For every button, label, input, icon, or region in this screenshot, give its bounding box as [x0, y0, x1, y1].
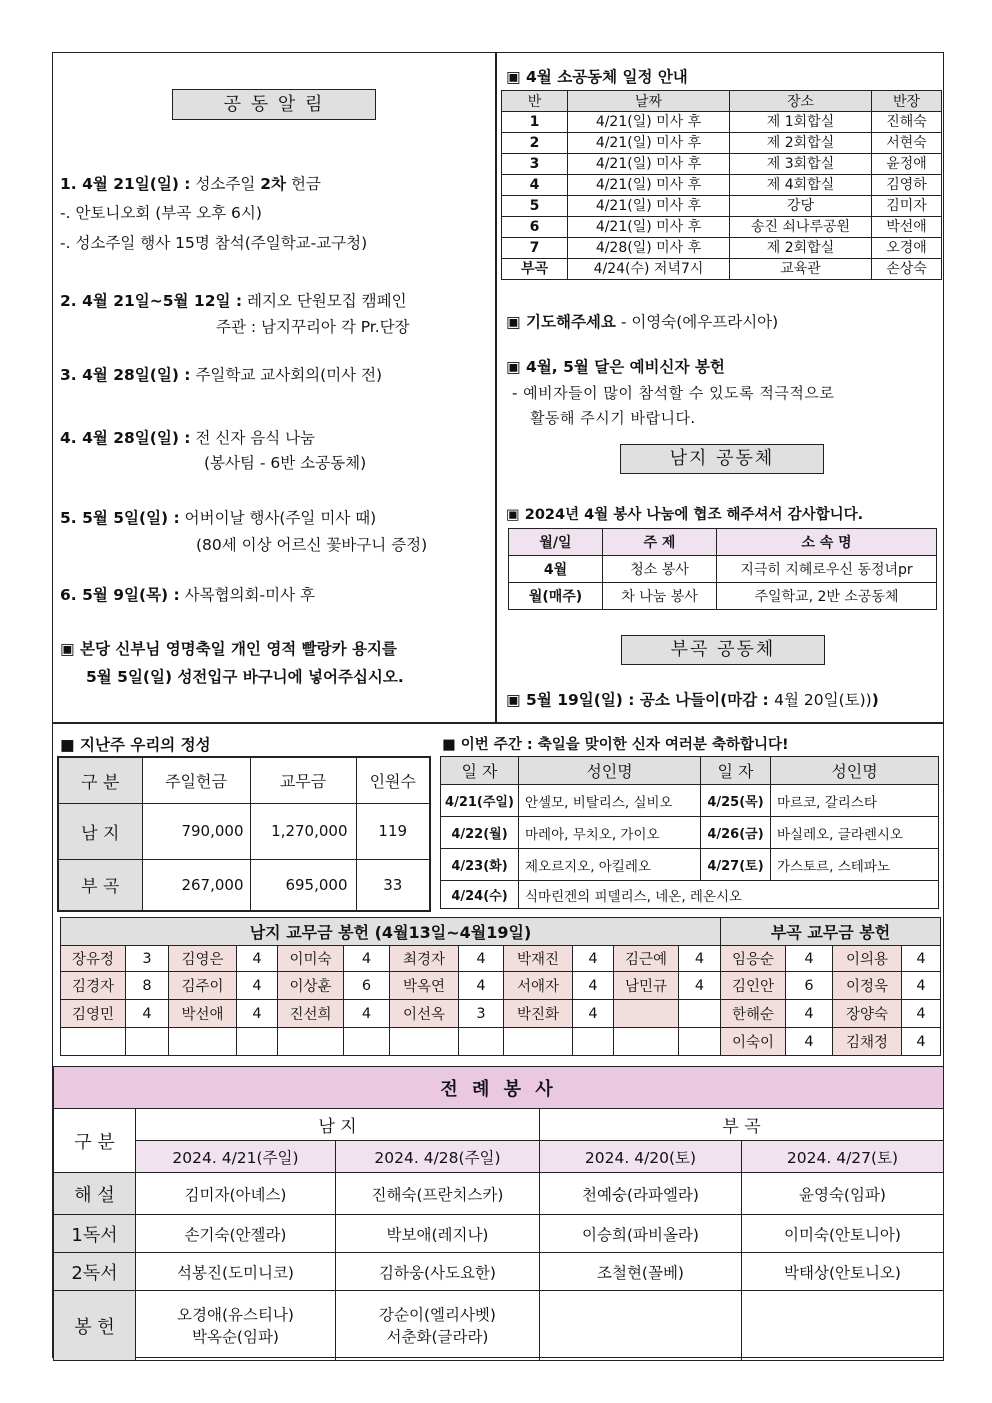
namji-service-table	[508, 528, 937, 610]
table-cell: 4	[573, 972, 614, 1000]
table-cell: 4/28(일) 미사 후	[568, 238, 730, 259]
table-cell: 송진 쇠나루공원	[730, 217, 872, 238]
prayer-request: ▣ 기도해주세요 - 이영숙(에우프라시아)	[506, 313, 779, 331]
table-cell: 남 지	[136, 1109, 540, 1141]
table-row	[61, 1028, 941, 1056]
table-cell	[742, 1291, 944, 1361]
notice-item-2: 2. 4월 21일~5월 12일 : 레지오 단원모집 캠페인	[60, 292, 407, 310]
table-cell: 4	[344, 1000, 390, 1028]
table-cell: 김영하	[872, 175, 942, 196]
table-cell: 교육관	[730, 259, 872, 280]
table-cell: 695,000	[250, 859, 356, 911]
catechumen-title: ▣ 4월, 5월 달은 예비신자 봉헌	[506, 358, 725, 376]
table-row	[441, 817, 939, 849]
table-cell: 4	[902, 946, 941, 972]
table-cell: 이미숙	[278, 946, 344, 972]
table-cell	[126, 1028, 169, 1056]
table-cell: 진선희	[278, 1000, 344, 1028]
table-cell	[169, 1028, 237, 1056]
table-cell: 남 지	[58, 803, 142, 859]
table-cell: 장유정	[61, 946, 126, 972]
table-cell: 4/21(일) 미사 후	[568, 217, 730, 238]
table-cell: 4	[237, 972, 278, 1000]
table-cell: 오경애(유스티나) 박옥순(임파)	[136, 1291, 336, 1361]
table-row	[441, 849, 939, 881]
table-cell: 청소 봉사	[603, 556, 717, 583]
table-cell: 구 분	[58, 757, 142, 803]
notice-title: 공 동 알 림	[172, 89, 376, 120]
table-cell: 구 분	[54, 1109, 136, 1173]
table-cell: 최경자	[390, 946, 459, 972]
table-cell	[504, 1028, 573, 1056]
table-cell: 이정욱	[833, 972, 902, 1000]
table-row	[502, 133, 942, 154]
table-cell: 제 2회합실	[730, 238, 872, 259]
table-cell: 3	[502, 154, 568, 175]
table-cell	[573, 1028, 614, 1056]
table-cell: 4/23(화)	[441, 849, 519, 881]
table-cell: 식마린겐의 피델리스, 네온, 레온시오	[519, 881, 939, 909]
table-cell: 진해숙	[872, 112, 942, 133]
bugok-community-title: 부곡 공동체	[621, 635, 825, 665]
table-cell	[390, 1028, 459, 1056]
table-cell: 인원수	[356, 757, 430, 803]
table-cell: 김하웅(사도요한)	[336, 1253, 540, 1291]
table-cell: 4/21(일) 미사 후	[568, 175, 730, 196]
namji-thanks: ▣ 2024년 4월 봉사 나눔에 협조 해주셔서 감사합니다.	[506, 507, 864, 523]
table-cell: 4	[237, 1000, 278, 1028]
notice-sub-1b: -. 성소주일 행사 15명 참석(주일학교-교구청)	[60, 234, 368, 252]
table-cell: 4	[902, 972, 941, 1000]
table-row	[441, 785, 939, 817]
table-cell: 2024. 4/28(주일)	[336, 1141, 540, 1173]
liturgy-table	[53, 1066, 944, 1361]
table-cell: 마르코, 갈리스타	[771, 785, 939, 817]
table-row	[502, 175, 942, 196]
table-cell: 4	[573, 1000, 614, 1028]
table-row	[58, 859, 430, 911]
table-cell: 김미자	[872, 196, 942, 217]
table-cell: 4/25(목)	[701, 785, 771, 817]
table-cell: 4	[902, 1028, 941, 1056]
table-cell: 4월	[509, 556, 603, 583]
table-row	[61, 972, 941, 1000]
table-cell: 1독서	[54, 1215, 136, 1253]
table-cell: 4	[786, 1028, 833, 1056]
table-row	[509, 556, 937, 583]
table-cell: 윤영숙(임파)	[742, 1173, 944, 1215]
table-cell: 손상숙	[872, 259, 942, 280]
feast-title: ■ 이번 주간 : 축일을 맞이한 신자 여러분 축하합니다!	[442, 737, 789, 753]
table-row	[54, 1291, 944, 1361]
card-note-1: ▣ 본당 신부님 영명축일 개인 영적 빨랑카 용지를	[60, 640, 397, 658]
table-cell: 이숙이	[721, 1028, 786, 1056]
table-cell: 2	[502, 133, 568, 154]
table-cell: 남민규	[614, 972, 679, 1000]
table-cell: 박보애(레지나)	[336, 1215, 540, 1253]
table-cell: 주 제	[603, 529, 717, 556]
table-cell: 한해순	[721, 1000, 786, 1028]
table-cell: 강당	[730, 196, 872, 217]
schedule-title: ▣ 4월 소공동체 일정 안내	[506, 68, 688, 86]
table-cell: 제 1회합실	[730, 112, 872, 133]
table-row	[502, 238, 942, 259]
notice-sub-4: (봉사팀 - 6반 소공동체)	[204, 454, 367, 472]
table-cell	[344, 1028, 390, 1056]
table-cell: 김채정	[833, 1028, 902, 1056]
notice-sub-2: 주관 : 남지꾸리아 각 Pr.단장	[216, 318, 410, 336]
feast-table	[440, 756, 939, 909]
table-cell: 석봉진(도미니코)	[136, 1253, 336, 1291]
table-cell: 김주이	[169, 972, 237, 1000]
table-row	[502, 259, 942, 280]
table-cell: 4	[679, 946, 721, 972]
card-note-2: 5월 5일(일) 성전입구 바구니에 넣어주십시오.	[86, 668, 404, 686]
notice-sub-1a: -. 안토니오회 (부곡 오후 6시)	[60, 204, 262, 222]
table-row	[58, 757, 430, 803]
table-cell	[679, 1028, 721, 1056]
namji-community-title: 남지 공동체	[620, 444, 824, 474]
table-cell: 박선애	[872, 217, 942, 238]
table-row	[54, 1067, 944, 1109]
table-cell: 마레아, 무치오, 가이오	[519, 817, 701, 849]
table-cell: 제 3회합실	[730, 154, 872, 175]
notice-item-3: 3. 4월 28일(일) : 주일학교 교사회의(미사 전)	[60, 366, 383, 384]
table-cell: 남지 교무금 봉헌 (4월13일~4월19일)	[61, 918, 721, 946]
notice-item-5: 5. 5월 5일(일) : 어버이날 행사(주일 미사 때)	[60, 509, 377, 527]
table-cell: 반장	[872, 91, 942, 112]
table-cell: 이미숙(안토니아)	[742, 1215, 944, 1253]
table-cell: 5	[502, 196, 568, 217]
table-cell: 6	[502, 217, 568, 238]
table-row	[61, 1000, 941, 1028]
table-cell: 4	[459, 946, 504, 972]
table-row	[441, 881, 939, 909]
notice-item-4: 4. 4월 28일(일) : 전 신자 음식 나눔	[60, 429, 316, 447]
table-cell: 장소	[730, 91, 872, 112]
table-cell: 4/24(수) 저녁7시	[568, 259, 730, 280]
table-cell: 박옥연	[390, 972, 459, 1000]
table-cell: 4/22(월)	[441, 817, 519, 849]
table-row	[54, 1141, 944, 1173]
table-cell: 이상훈	[278, 972, 344, 1000]
table-cell: 바실레오, 글라렌시오	[771, 817, 939, 849]
table-cell: 119	[356, 803, 430, 859]
table-row	[54, 1253, 944, 1291]
table-cell: 가스토르, 스테파노	[771, 849, 939, 881]
table-cell: 진해숙(프란치스카)	[336, 1173, 540, 1215]
table-cell: 4	[126, 1000, 169, 1028]
table-cell: 김영은	[169, 946, 237, 972]
table-cell	[61, 1028, 126, 1056]
notice-item-1: 1. 4월 21일(일) : 성소주일 2차 헌금	[60, 175, 321, 193]
bugok-notice: ▣ 5월 19일(일) : 공소 나들이(마감 : 4월 20일(토)))	[506, 691, 879, 709]
table-row	[54, 1173, 944, 1215]
table-cell: 4	[459, 972, 504, 1000]
table-cell: 7	[502, 238, 568, 259]
table-cell: 월/일	[509, 529, 603, 556]
table-cell: 일 자	[441, 757, 519, 785]
table-cell: 임응순	[721, 946, 786, 972]
table-cell: 4	[573, 946, 614, 972]
catechumen-text-1: - 예비자들이 많이 참석할 수 있도록 적극적으로	[512, 384, 835, 402]
table-cell: 전 례 봉 사	[54, 1067, 944, 1109]
table-cell: 박재진	[504, 946, 573, 972]
table-cell: 박진화	[504, 1000, 573, 1028]
table-cell: 김미자(아녜스)	[136, 1173, 336, 1215]
table-cell: 주일학교, 2반 소공동체	[717, 583, 937, 610]
table-cell: 4	[344, 946, 390, 972]
table-cell	[614, 1028, 679, 1056]
table-cell: 4/24(수)	[441, 881, 519, 909]
table-cell: 4/27(토)	[701, 849, 771, 881]
table-cell: 33	[356, 859, 430, 911]
table-cell: 이선옥	[390, 1000, 459, 1028]
table-cell: 4/21(일) 미사 후	[568, 133, 730, 154]
table-cell: 4/21(일) 미사 후	[568, 154, 730, 175]
table-cell	[679, 1000, 721, 1028]
table-cell: 1	[502, 112, 568, 133]
table-cell: 윤정애	[872, 154, 942, 175]
table-cell: 4	[237, 946, 278, 972]
table-row	[502, 91, 942, 112]
table-cell: 제 4회합실	[730, 175, 872, 196]
table-cell: 이의용	[833, 946, 902, 972]
table-cell: 2독서	[54, 1253, 136, 1291]
table-cell: 4	[502, 175, 568, 196]
table-cell: 제오르지오, 아킬레오	[519, 849, 701, 881]
table-cell: 월(매주)	[509, 583, 603, 610]
offering-table	[57, 756, 431, 912]
table-cell: 김근예	[614, 946, 679, 972]
notice-sub-5: (80세 이상 어르신 꽃바구니 증정)	[196, 536, 428, 554]
table-cell: 소 속 명	[717, 529, 937, 556]
table-row	[509, 583, 937, 610]
table-row	[502, 154, 942, 175]
table-cell	[278, 1028, 344, 1056]
table-row	[61, 946, 941, 972]
table-cell: 교무금	[250, 757, 356, 803]
table-row	[502, 217, 942, 238]
table-cell: 성인명	[519, 757, 701, 785]
table-cell: 부곡 교무금 봉헌	[721, 918, 941, 946]
table-row	[54, 1215, 944, 1253]
table-cell: 박선애	[169, 1000, 237, 1028]
table-cell: 박태상(안토니오)	[742, 1253, 944, 1291]
table-row	[502, 196, 942, 217]
table-cell: 주일헌금	[142, 757, 250, 803]
top-divider	[495, 52, 497, 722]
table-cell: 김경자	[61, 972, 126, 1000]
table-cell: 8	[126, 972, 169, 1000]
table-cell: 3	[459, 1000, 504, 1028]
table-cell: 조철현(꼴베)	[540, 1253, 742, 1291]
table-cell: 267,000	[142, 859, 250, 911]
table-cell: 이승희(파비올라)	[540, 1215, 742, 1253]
table-cell: 6	[344, 972, 390, 1000]
table-cell: 790,000	[142, 803, 250, 859]
table-cell: 4/21(주일)	[441, 785, 519, 817]
table-cell: 2024. 4/20(토)	[540, 1141, 742, 1173]
table-cell: 4/26(금)	[701, 817, 771, 849]
table-cell: 봉 헌	[54, 1291, 136, 1361]
notice-item-6: 6. 5월 9일(목) : 사목협의회-미사 후	[60, 586, 315, 604]
table-cell: 장양숙	[833, 1000, 902, 1028]
table-cell: 안셀모, 비탈리스, 실비오	[519, 785, 701, 817]
table-cell: 제 2회합실	[730, 133, 872, 154]
table-cell: 4/21(일) 미사 후	[568, 112, 730, 133]
table-cell: 차 나눔 봉사	[603, 583, 717, 610]
table-cell: 서현숙	[872, 133, 942, 154]
table-cell: 김인안	[721, 972, 786, 1000]
table-cell: 4	[786, 1000, 833, 1028]
schedule-table	[501, 90, 942, 280]
table-row	[509, 529, 937, 556]
table-cell: 성인명	[771, 757, 939, 785]
table-row	[441, 757, 939, 785]
table-cell: 4/21(일) 미사 후	[568, 196, 730, 217]
table-cell: 2024. 4/27(토)	[742, 1141, 944, 1173]
table-cell: 해 설	[54, 1173, 136, 1215]
table-cell: 손기숙(안젤라)	[136, 1215, 336, 1253]
table-cell: 부곡	[502, 259, 568, 280]
table-cell: 1,270,000	[250, 803, 356, 859]
offering-title: ■ 지난주 우리의 정성	[60, 736, 211, 754]
table-cell: 김영민	[61, 1000, 126, 1028]
table-row	[54, 1109, 944, 1141]
table-row	[58, 803, 430, 859]
table-cell: 4	[902, 1000, 941, 1028]
table-cell: 천예숭(라파엘라)	[540, 1173, 742, 1215]
table-cell: 2024. 4/21(주일)	[136, 1141, 336, 1173]
tithe-table	[60, 917, 941, 1056]
catechumen-text-2: 활동해 주시기 바랍니다.	[530, 409, 696, 427]
table-cell: 반	[502, 91, 568, 112]
table-cell: 부 곡	[540, 1109, 944, 1141]
table-cell: 4	[679, 972, 721, 1000]
table-cell: 4	[786, 946, 833, 972]
table-cell	[459, 1028, 504, 1056]
table-cell: 6	[786, 972, 833, 1000]
table-cell: 날짜	[568, 91, 730, 112]
table-cell: 부 곡	[58, 859, 142, 911]
table-row	[502, 112, 942, 133]
table-cell: 서애자	[504, 972, 573, 1000]
table-cell: 오경애	[872, 238, 942, 259]
table-cell	[614, 1000, 679, 1028]
table-cell	[237, 1028, 278, 1056]
table-row	[61, 918, 941, 946]
table-cell: 강순이(엘리사벳) 서춘화(글라라)	[336, 1291, 540, 1361]
table-cell: 3	[126, 946, 169, 972]
mid-divider	[52, 722, 944, 724]
table-cell	[540, 1291, 742, 1361]
table-cell: 일 자	[701, 757, 771, 785]
table-cell: 지극히 지혜로우신 동정녀pr	[717, 556, 937, 583]
